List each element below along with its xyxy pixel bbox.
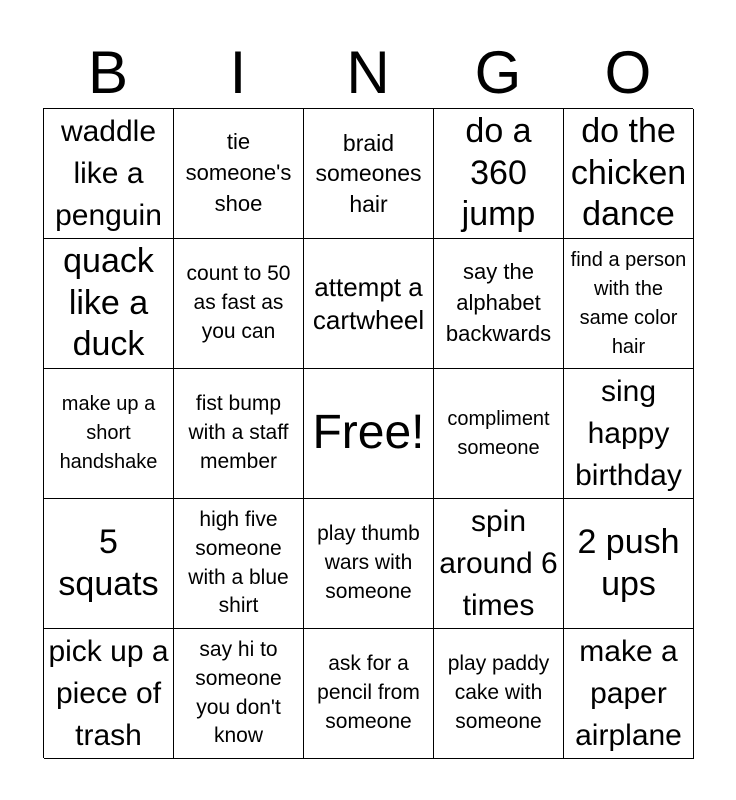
- bingo-cell: [44, 629, 174, 759]
- bingo-cell: [564, 109, 694, 239]
- bingo-grid: [43, 108, 693, 758]
- bingo-cell: [434, 109, 564, 239]
- cell-text: 2 push ups: [577, 523, 680, 603]
- cell-text: tie someone's shoe: [185, 129, 292, 216]
- bingo-cell: [434, 499, 564, 629]
- bingo-cell: [44, 239, 174, 369]
- bingo-cell: [304, 629, 434, 759]
- bingo-cell: [434, 239, 564, 369]
- cell-text: find a person with the same color hair: [570, 248, 687, 358]
- cell-text: braid someones hair: [315, 129, 422, 217]
- bingo-cell: [174, 369, 304, 499]
- cell-text: play paddy cake with someone: [447, 652, 550, 733]
- cell-text: 5 squats: [58, 523, 159, 603]
- bingo-cell: [174, 499, 304, 629]
- cell-text: ask for a pencil from someone: [317, 652, 420, 733]
- bingo-cell: [304, 239, 434, 369]
- bingo-cell: [44, 499, 174, 629]
- header-letter-i: I: [229, 39, 247, 106]
- bingo-cell: [174, 109, 304, 239]
- bingo-header: [43, 40, 693, 106]
- bingo-cell: [564, 369, 694, 499]
- cell-text: waddle like a penguin: [55, 114, 162, 232]
- header-letter-n: N: [346, 39, 390, 106]
- bingo-cell: [564, 239, 694, 369]
- cell-text: fist bump with a staff member: [188, 392, 289, 473]
- cell-text: compliment someone: [447, 407, 550, 459]
- cell-text: do the chicken dance: [570, 112, 687, 234]
- free-space: [304, 369, 434, 499]
- free-space-text: Free!: [312, 406, 425, 460]
- bingo-cell: [44, 109, 174, 239]
- bingo-cell: [304, 499, 434, 629]
- cell-text: pick up a piece of trash: [48, 634, 169, 752]
- cell-text: attempt a cartwheel: [312, 272, 425, 335]
- header-letter-g: G: [474, 39, 522, 106]
- cell-text: say the alphabet backwards: [445, 259, 552, 346]
- cell-text: do a 360 jump: [461, 112, 536, 234]
- cell-text: say hi to someone you don't know: [195, 637, 282, 748]
- bingo-cell: [434, 369, 564, 499]
- bingo-cell: [174, 239, 304, 369]
- cell-text: make a paper airplane: [575, 634, 682, 752]
- cell-text: play thumb wars with someone: [317, 522, 420, 603]
- bingo-cell: [44, 369, 174, 499]
- header-letter-o: O: [604, 39, 652, 106]
- bingo-cell: [564, 499, 694, 629]
- header-letter-b: B: [87, 39, 129, 106]
- cell-text: sing happy birthday: [575, 374, 682, 492]
- cell-text: count to 50 as fast as you can: [186, 262, 291, 343]
- bingo-cell: [434, 629, 564, 759]
- bingo-cell: [174, 629, 304, 759]
- bingo-cell: [564, 629, 694, 759]
- cell-text: make up a short handshake: [59, 393, 158, 473]
- bingo-cell: [304, 109, 434, 239]
- cell-text: spin around 6 times: [439, 504, 558, 622]
- cell-text: quack like a duck: [63, 242, 154, 364]
- cell-text: high five someone with a blue shirt: [188, 507, 289, 618]
